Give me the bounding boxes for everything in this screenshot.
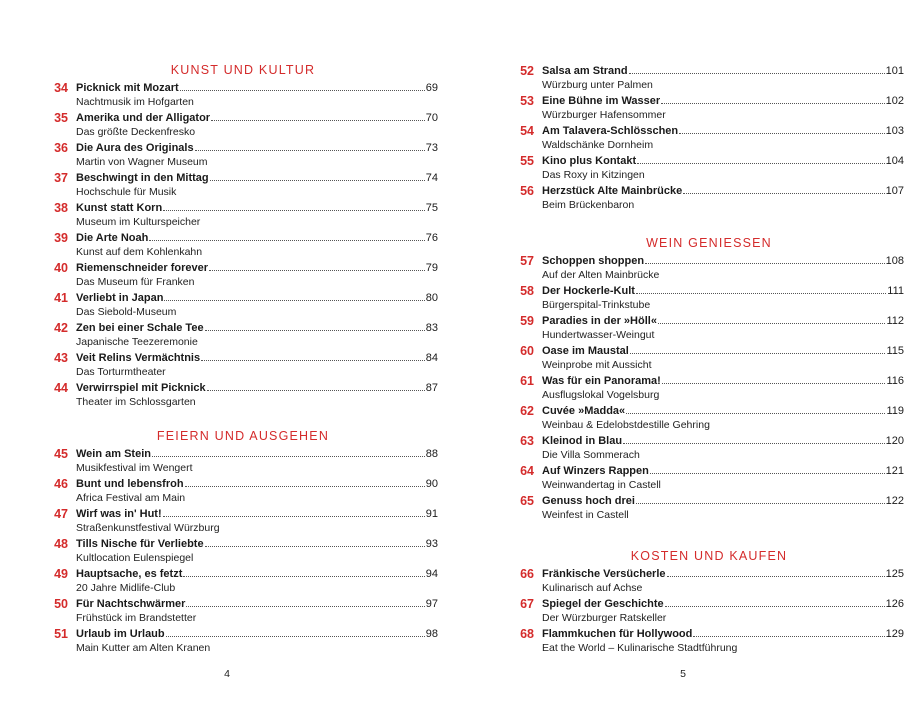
dot-leader: [163, 507, 425, 517]
entry-title: Oase im Maustal: [542, 345, 629, 357]
dot-leader: [693, 627, 884, 637]
entry-page-number: 108: [885, 255, 904, 267]
entry-title: Kino plus Kontakt: [542, 155, 637, 167]
toc-entry: [48, 447, 438, 477]
entry-title: Die Arte Noah: [76, 232, 149, 244]
section-continued: [514, 64, 904, 214]
entry-number: 44: [54, 381, 68, 395]
section-title: WEIN GENIESSEN: [646, 236, 772, 250]
entry-subtitle: Japanische Teezeremonie: [76, 336, 198, 348]
entry-page-number: 69: [425, 82, 438, 94]
entry-subtitle: Der Würzburger Ratskeller: [542, 612, 667, 624]
entry-title: Zen bei einer Schale Tee: [76, 322, 204, 334]
toc-entry: [514, 64, 904, 94]
entry-title: Kleinod in Blau: [542, 435, 623, 447]
entry-page-number: 75: [425, 202, 438, 214]
entry-number: 64: [520, 464, 534, 478]
entry-title: Fränkische Versücherle: [542, 568, 666, 580]
entry-page-number: 125: [885, 568, 904, 580]
entry-title: Am Talavera-Schlösschen: [542, 125, 679, 137]
entry-page-number: 111: [887, 285, 904, 297]
entry-subtitle: Kunst auf dem Kohlenkahn: [76, 246, 203, 258]
entry-page-number: 115: [886, 345, 904, 357]
section-title: KOSTEN UND KAUFEN: [630, 549, 788, 563]
toc-entry: [48, 477, 438, 507]
entry-page-number: 80: [425, 292, 438, 304]
toc-entry: [48, 351, 438, 381]
toc-entry: [48, 111, 438, 141]
entry-title: Cuvée »Madda«: [542, 405, 626, 417]
entry-number: 61: [520, 374, 534, 388]
toc-entry: [514, 314, 904, 344]
toc-entry: [514, 374, 904, 404]
entry-subtitle: Kulinarisch auf Achse: [542, 582, 643, 594]
entry-subtitle: Hochschule für Musik: [76, 186, 177, 198]
toc-entry: [514, 597, 904, 627]
entry-page-number: 91: [425, 508, 438, 520]
section-feiern-und-ausgehen: [48, 425, 438, 657]
toc-entry: [48, 507, 438, 537]
dot-leader: [658, 314, 886, 324]
entry-number: 65: [520, 494, 534, 508]
toc-entry: [514, 124, 904, 154]
entry-title: Riemenschneider forever: [76, 262, 209, 274]
entry-subtitle: Martin von Wagner Museum: [76, 156, 208, 168]
entry-subtitle: Musikfestival im Wengert: [76, 462, 193, 474]
entry-page-number: 74: [425, 172, 438, 184]
entry-title: Paradies in der »Höll«: [542, 315, 657, 327]
entry-number: 66: [520, 567, 534, 581]
entry-subtitle: Würzburger Hafensommer: [542, 109, 666, 121]
toc-entry: [48, 597, 438, 627]
entry-title: Verliebt in Japan: [76, 292, 164, 304]
entry-title: Schoppen shoppen: [542, 255, 645, 267]
entry-number: 59: [520, 314, 534, 328]
entry-title: Salsa am Strand: [542, 65, 628, 77]
entry-page-number: 120: [885, 435, 904, 447]
entry-page-number: 116: [886, 375, 904, 387]
toc-entry: [48, 171, 438, 201]
entry-page-number: 97: [425, 598, 438, 610]
dot-leader: [667, 567, 885, 577]
dot-leader: [636, 284, 886, 294]
entry-subtitle: Theater im Schlossgarten: [76, 396, 196, 408]
entry-page-number: 102: [885, 95, 904, 107]
dot-leader: [636, 494, 885, 504]
entry-subtitle: Die Villa Sommerach: [542, 449, 640, 461]
entry-title: Eine Bühne im Wasser: [542, 95, 661, 107]
entry-number: 47: [54, 507, 68, 521]
entry-number: 63: [520, 434, 534, 448]
entry-title: Für Nachtschwärmer: [76, 598, 186, 610]
entry-page-number: 126: [885, 598, 904, 610]
entry-number: 41: [54, 291, 68, 305]
toc-entry: [48, 201, 438, 231]
entry-title: Picknick mit Mozart: [76, 82, 179, 94]
entry-title: Die Aura des Originals: [76, 142, 194, 154]
dot-leader: [166, 627, 425, 637]
toc-entry: [48, 381, 438, 411]
entry-number: 37: [54, 171, 68, 185]
entry-number: 42: [54, 321, 68, 335]
toc-entry: [48, 537, 438, 567]
section-title: KUNST UND KULTUR: [170, 63, 316, 77]
entry-subtitle: Das Torturmtheater: [76, 366, 166, 378]
entry-page-number: 70: [425, 112, 438, 124]
section-kosten-und-kaufen: [514, 545, 904, 657]
entry-number: 67: [520, 597, 534, 611]
entry-page-number: 101: [885, 65, 904, 77]
entry-subtitle: Waldschänke Dornheim: [542, 139, 654, 151]
entry-subtitle: 20 Jahre Midlife-Club: [76, 582, 176, 594]
entry-subtitle: Hundertwasser-Weingut: [542, 329, 655, 341]
entry-subtitle: Das Roxy in Kitzingen: [542, 169, 645, 181]
entry-number: 39: [54, 231, 68, 245]
dot-leader: [201, 351, 425, 361]
page-number-left: 4: [224, 668, 230, 680]
dot-leader: [637, 154, 885, 164]
dot-leader: [195, 141, 425, 151]
entry-page-number: 87: [425, 382, 438, 394]
toc-entry: [514, 154, 904, 184]
page-number-right: 5: [680, 668, 686, 680]
dot-leader: [210, 171, 425, 181]
entry-number: 55: [520, 154, 534, 168]
toc-entry: [48, 321, 438, 351]
entry-title: Flammkuchen für Hollywood: [542, 628, 693, 640]
entry-subtitle: Auf der Alten Mainbrücke: [542, 269, 660, 281]
dot-leader: [645, 254, 885, 264]
entry-page-number: 88: [425, 448, 438, 460]
entry-number: 34: [54, 81, 68, 95]
toc-entry: [48, 567, 438, 597]
entry-title: Bunt und lebensfroh: [76, 478, 184, 490]
dot-leader: [149, 231, 424, 241]
entry-subtitle: Weinwandertag in Castell: [542, 479, 661, 491]
entry-subtitle: Ausflugslokal Vogelsburg: [542, 389, 660, 401]
entry-number: 56: [520, 184, 534, 198]
toc-entry: [48, 231, 438, 261]
entry-title: Der Hockerle-Kult: [542, 285, 635, 297]
entry-number: 58: [520, 284, 534, 298]
entry-subtitle: Beim Brückenbaron: [542, 199, 635, 211]
dot-leader: [180, 81, 425, 91]
right-page: [514, 0, 904, 701]
entry-title: Spiegel der Geschichte: [542, 598, 664, 610]
entry-number: 51: [54, 627, 68, 641]
dot-leader: [209, 261, 425, 271]
toc-entry: [48, 141, 438, 171]
dot-leader: [626, 404, 885, 414]
entry-number: 52: [520, 64, 534, 78]
entry-title: Hauptsache, es fetzt: [76, 568, 183, 580]
entry-subtitle: Africa Festival am Main: [76, 492, 186, 504]
entry-subtitle: Das größte Deckenfresko: [76, 126, 196, 138]
entry-subtitle: Eat the World – Kulinarische Stadtführung: [542, 642, 738, 654]
toc-entry: [514, 284, 904, 314]
toc-entry: [514, 404, 904, 434]
entry-page-number: 119: [886, 405, 904, 417]
toc-entry: [514, 567, 904, 597]
entry-number: 35: [54, 111, 68, 125]
entry-title: Wirf was in' Hut!: [76, 508, 162, 520]
entry-page-number: 104: [885, 155, 904, 167]
entry-title: Veit Relins Vermächtnis: [76, 352, 201, 364]
entry-title: Amerika und der Alligator: [76, 112, 211, 124]
section-kunst-und-kultur: [48, 59, 438, 411]
toc-entry: [514, 434, 904, 464]
entry-number: 40: [54, 261, 68, 275]
entry-page-number: 73: [425, 142, 438, 154]
entry-subtitle: Bürgerspital-Trinkstube: [542, 299, 651, 311]
dot-leader: [163, 201, 425, 211]
entry-number: 36: [54, 141, 68, 155]
entry-title: Herzstück Alte Mainbrücke: [542, 185, 683, 197]
entry-page-number: 112: [886, 315, 904, 327]
dot-leader: [650, 464, 885, 474]
entry-page-number: 122: [885, 495, 904, 507]
toc-entry: [48, 627, 438, 657]
entry-number: 49: [54, 567, 68, 581]
entry-title: Verwirrspiel mit Picknick: [76, 382, 206, 394]
entry-subtitle: Weinfest in Castell: [542, 509, 629, 521]
section-title: FEIERN UND AUSGEHEN: [156, 429, 330, 443]
dot-leader: [623, 434, 885, 444]
dot-leader: [207, 381, 425, 391]
entry-subtitle: Kultlocation Eulenspiegel: [76, 552, 194, 564]
entry-number: 54: [520, 124, 534, 138]
entry-page-number: 83: [425, 322, 438, 334]
entry-number: 50: [54, 597, 68, 611]
dot-leader: [185, 477, 425, 487]
dot-leader: [183, 567, 424, 577]
entry-title: Urlaub im Urlaub: [76, 628, 165, 640]
entry-number: 38: [54, 201, 68, 215]
dot-leader: [629, 64, 885, 74]
entry-title: Beschwingt in den Mittag: [76, 172, 209, 184]
entry-subtitle: Das Siebold-Museum: [76, 306, 177, 318]
entry-title: Wein am Stein: [76, 448, 151, 460]
entry-title: Auf Winzers Rappen: [542, 465, 649, 477]
entry-subtitle: Frühstück im Brandstetter: [76, 612, 197, 624]
entry-subtitle: Nachtmusik im Hofgarten: [76, 96, 194, 108]
entry-subtitle: Weinbau & Edelobstdestille Gehring: [542, 419, 710, 431]
entry-title: Was für ein Panorama!: [542, 375, 661, 387]
entry-number: 46: [54, 477, 68, 491]
entry-page-number: 76: [425, 232, 438, 244]
entry-page-number: 93: [425, 538, 438, 550]
toc-entry: [514, 184, 904, 214]
dot-leader: [679, 124, 885, 134]
entry-number: 48: [54, 537, 68, 551]
dot-leader: [665, 597, 885, 607]
left-page: [48, 0, 438, 701]
dot-leader: [164, 291, 424, 301]
entry-page-number: 129: [885, 628, 904, 640]
entry-subtitle: Main Kutter am Alten Kranen: [76, 642, 211, 654]
entry-page-number: 94: [425, 568, 438, 580]
toc-entry: [514, 494, 904, 524]
entry-page-number: 98: [425, 628, 438, 640]
dot-leader: [186, 597, 424, 607]
entry-subtitle: Weinprobe mit Aussicht: [542, 359, 652, 371]
toc-entry: [48, 81, 438, 111]
entry-number: 60: [520, 344, 534, 358]
entry-subtitle: Das Museum für Franken: [76, 276, 195, 288]
toc-entry: [514, 627, 904, 657]
toc-entry: [514, 464, 904, 494]
dot-leader: [205, 321, 425, 331]
dot-leader: [211, 111, 425, 121]
entry-page-number: 84: [425, 352, 438, 364]
entry-number: 45: [54, 447, 68, 461]
entry-number: 57: [520, 254, 534, 268]
entry-number: 43: [54, 351, 68, 365]
toc-entry: [514, 254, 904, 284]
section-wein-geniessen: [514, 232, 904, 524]
toc-entry: [48, 261, 438, 291]
dot-leader: [661, 94, 884, 104]
dot-leader: [683, 184, 884, 194]
entry-page-number: 103: [885, 125, 904, 137]
entry-page-number: 107: [885, 185, 904, 197]
dot-leader: [205, 537, 425, 547]
toc-entry: [514, 94, 904, 124]
dot-leader: [152, 447, 425, 457]
dot-leader: [662, 374, 886, 384]
entry-number: 62: [520, 404, 534, 418]
entry-number: 68: [520, 627, 534, 641]
toc-entry: [48, 291, 438, 321]
dot-leader: [630, 344, 886, 354]
entry-page-number: 121: [885, 465, 904, 477]
entry-title: Genuss hoch drei: [542, 495, 635, 507]
entry-page-number: 90: [425, 478, 438, 490]
entry-title: Tills Nische für Verliebte: [76, 538, 204, 550]
entry-page-number: 79: [425, 262, 438, 274]
entry-title: Kunst statt Korn: [76, 202, 163, 214]
entry-subtitle: Würzburg unter Palmen: [542, 79, 653, 91]
entry-subtitle: Museum im Kulturspeicher: [76, 216, 201, 228]
toc-entry: [514, 344, 904, 374]
entry-number: 53: [520, 94, 534, 108]
entry-subtitle: Straßenkunstfestival Würzburg: [76, 522, 220, 534]
